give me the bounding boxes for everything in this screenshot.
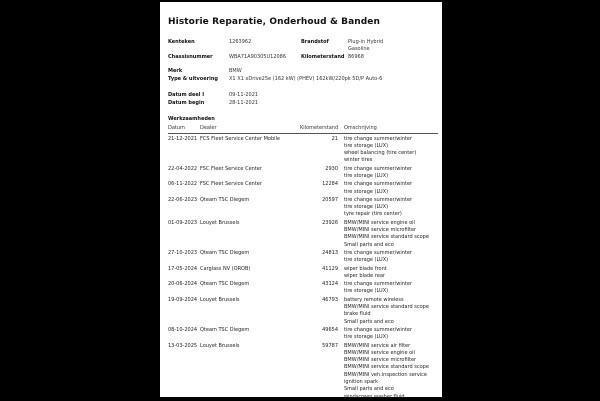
row-dealer: Qteam TSC Diegem — [200, 281, 250, 288]
row-datum: 27-10-2023 — [168, 249, 198, 256]
omschrijving-line: tire storage (LUX) — [344, 257, 389, 264]
omschrijving-line: winter tires — [344, 157, 373, 164]
work-history-table — [168, 125, 438, 401]
col-header-kilometerstand: Kilometerstand — [300, 124, 339, 131]
row-datum: 06-11-2022 — [168, 181, 198, 188]
row-datum: 22-04-2022 — [168, 165, 198, 172]
datum-begin-label: Datum begin — [168, 100, 205, 106]
omschrijving-line: wiper blade rear — [344, 272, 385, 279]
omschrijving-line: tire change summer/winter — [344, 196, 413, 203]
row-datum: 21-12-2021 — [168, 135, 198, 142]
omschrijving-line: tire storage (LUX) — [344, 142, 389, 149]
omschrijving-line: tire change summer/winter — [344, 181, 413, 188]
info-row-chassis — [168, 54, 438, 61]
omschrijving-line: BMW/MINI service air filter — [344, 342, 411, 349]
info-row-merk — [168, 68, 438, 75]
row-kilometerstand: 12284 — [322, 181, 338, 188]
row-kilometerstand: 59787 — [322, 342, 338, 349]
omschrijving-line: tire change summer/winter — [344, 326, 413, 333]
row-kilometerstand: 2930 — [325, 165, 338, 172]
omschrijving-line: windscreen washer fluid — [344, 393, 405, 400]
info-row-identity — [168, 39, 438, 52]
row-dealer: Carglass NV (OROB) — [200, 265, 251, 272]
row-datum: 20-06-2024 — [168, 281, 198, 288]
kenteken-value: 1263962 — [229, 39, 252, 45]
kenteken-label: Kenteken — [168, 39, 195, 45]
row-dealer: Qteam TSC Diegem — [200, 196, 250, 203]
omschrijving-line: BMW/MINI service microfilter — [344, 357, 417, 364]
row-dealer: FSC Fleet Service Center — [200, 165, 262, 172]
row-dealer: FSC Fleet Service Center — [200, 181, 262, 188]
row-kilometerstand: 23926 — [322, 219, 338, 226]
brandstof-line1: Plug-in Hybrid — [348, 39, 384, 45]
info-row-datum-deel — [168, 92, 438, 99]
omschrijving-line: tire change summer/winter — [344, 249, 413, 256]
omschrijving-line: tire change summer/winter — [344, 165, 413, 172]
row-kilometerstand: 20597 — [322, 196, 338, 203]
type-value: X1 X1 xDrive25e (162 kW) (PHEV) 162kW/220pk 5D/P Auto-6 — [229, 76, 383, 82]
col-header-datum: Datum — [168, 124, 185, 131]
row-omschrijving — [338, 220, 438, 249]
omschrijving-line: tire change summer/winter — [344, 135, 413, 142]
omschrijving-line: tire change summer/winter — [344, 281, 413, 288]
omschrijving-line: Small parts and eco — [344, 386, 394, 393]
row-dealer: Louyet Brussels — [200, 219, 240, 226]
row-omschrijving — [338, 166, 438, 181]
table-row — [168, 327, 438, 342]
omschrijving-line: BMW/MINI service microfilter — [344, 227, 417, 234]
row-dealer: Louyet Brussels — [200, 296, 240, 303]
row-datum: 22-06-2023 — [168, 196, 198, 203]
row-omschrijving — [338, 266, 438, 281]
row-omschrijving — [338, 136, 438, 165]
merk-label: Merk — [168, 67, 183, 74]
table-row — [168, 281, 438, 296]
row-omschrijving — [338, 343, 438, 401]
row-omschrijving — [338, 327, 438, 342]
omschrijving-line: battery remote wireless — [344, 296, 404, 303]
document-page — [160, 2, 442, 400]
brandstof-value — [348, 39, 438, 52]
omschrijving-line: tire storage (LUX) — [344, 334, 389, 341]
kilometerstand-value: 86968 — [348, 54, 364, 60]
row-dealer: Louyet Brussels — [200, 342, 240, 349]
omschrijving-line: Small parts and eco — [344, 241, 394, 248]
kilometerstand-label: Kilometerstand — [301, 54, 345, 60]
row-datum: 08-10-2024 — [168, 326, 198, 333]
row-datum: 19-09-2024 — [168, 296, 198, 303]
omschrijving-line: BMW/MINI service engine oil — [344, 219, 415, 226]
row-dealer: Qteam TSC Diegem — [200, 249, 250, 256]
brandstof-label: Brandstof — [301, 39, 329, 45]
row-omschrijving — [338, 250, 438, 265]
row-dealer: FCS Fleet Service Center Mobile — [200, 135, 280, 142]
section-title-werkzaamheden: Werkzaamheden — [168, 115, 215, 122]
omschrijving-line: brake fluid — [344, 311, 371, 318]
row-kilometerstand: 24813 — [322, 249, 338, 256]
row-omschrijving — [338, 197, 438, 219]
omschrijving-line: BMW/MINI service standard scope — [344, 304, 429, 311]
table-row — [168, 266, 438, 281]
row-dealer: Qteam TSC Diegem — [200, 326, 250, 333]
table-row — [168, 166, 438, 181]
omschrijving-line: tire storage (LUX) — [344, 188, 389, 195]
row-kilometerstand: 49654 — [322, 326, 338, 333]
omschrijving-line: ignition spark — [344, 379, 379, 385]
col-header-omschrijving: Omschrijving — [344, 124, 377, 131]
table-row — [168, 181, 438, 196]
info-row-type — [168, 76, 438, 83]
spacer — [168, 85, 438, 92]
datum-begin-value: 28-11-2021 — [229, 100, 259, 106]
table-row — [168, 136, 438, 165]
omschrijving-line: wheel balancing (tire center) — [344, 150, 417, 157]
omschrijving-line: Small parts and eco — [344, 318, 394, 325]
table-row — [168, 220, 438, 249]
chassisnummer-label: Chassisnummer — [168, 54, 213, 60]
row-datum: 13-03-2025 — [168, 342, 198, 349]
row-kilometerstand: 21 — [331, 135, 338, 142]
omschrijving-line: BMW/MINI veh.inspection service — [344, 371, 427, 378]
row-datum: 17-05-2024 — [168, 265, 198, 272]
omschrijving-line: tire storage (LUX) — [344, 172, 389, 179]
row-omschrijving — [338, 297, 438, 326]
table-row — [168, 197, 438, 219]
type-label: Type & uitvoering — [168, 76, 218, 82]
omschrijving-line: BMW/MINI service standard scope — [344, 364, 429, 371]
merk-value: BMW — [229, 67, 242, 74]
datum-deel-value: 09-11-2021 — [229, 91, 259, 98]
omschrijving-line: tire storage (LUX) — [344, 288, 389, 295]
col-header-dealer: Dealer — [200, 124, 217, 131]
datum-deel-label: Datum deel I — [168, 91, 205, 98]
brandstof-line2: Gasoline — [348, 45, 370, 52]
table-row — [168, 250, 438, 265]
row-omschrijving — [338, 181, 438, 196]
info-row-datum-begin — [168, 100, 438, 107]
omschrijving-line: tire storage (LUX) — [344, 204, 389, 211]
omschrijving-line: BMW/MINI service engine oil — [344, 349, 415, 356]
table-header — [168, 125, 438, 134]
table-body — [168, 136, 438, 401]
chassisnummer-value: WBA71A90305U12086 — [229, 54, 287, 60]
row-kilometerstand: 46793 — [322, 296, 338, 303]
omschrijving-line: wiper blade front — [344, 265, 387, 272]
row-datum: 01-09-2023 — [168, 219, 198, 226]
row-kilometerstand: 43124 — [322, 281, 338, 288]
page-title: Historie Reparatie, Onderhoud & Banden — [168, 17, 381, 27]
omschrijving-line: BMW/MINI service standard scope — [344, 234, 429, 241]
row-kilometerstand: 41129 — [322, 265, 338, 272]
row-omschrijving — [338, 281, 438, 296]
table-row — [168, 343, 438, 401]
omschrijving-line: tyre repair (tire center) — [344, 211, 402, 218]
table-row — [168, 297, 438, 326]
